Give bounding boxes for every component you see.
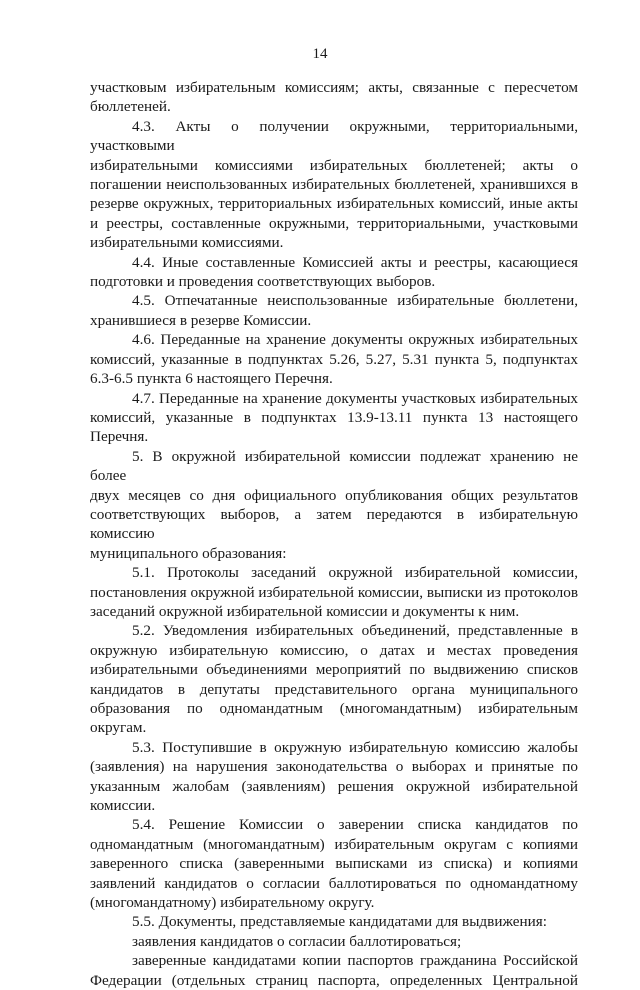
text-line: Перечня. bbox=[90, 428, 149, 446]
text-line: избирательными комиссиями. bbox=[90, 234, 284, 252]
text-line: 4.3. Акты о получении окружными, территориальными, участковыми bbox=[90, 117, 578, 155]
text-line: 4.6. Переданные на хранение документы окружных избирательных bbox=[132, 331, 578, 349]
text-line: соответствующих выборов, а затем передаются в избирательную комиссию bbox=[90, 505, 578, 543]
text-line: 5.1. Протоколы заседаний окружной избирательной комиссии, bbox=[132, 564, 578, 582]
text-line: муниципального образования: bbox=[90, 544, 287, 562]
text-line: бюллетеней. bbox=[90, 98, 171, 116]
text-line: заседаний окружной избирательной комиссии и документы к ним. bbox=[90, 602, 520, 620]
text-line: (заявления) на нарушения законодательства о выборах и принятые по bbox=[90, 758, 578, 776]
text-line: образования по одномандатным (многомандатным) избирательным bbox=[90, 700, 578, 717]
paragraph bbox=[90, 738, 578, 816]
paragraph bbox=[90, 621, 578, 737]
text-line: комиссий, указанные в подпунктах 5.26, 5.27, 5.31 пункта 5, подпунктах bbox=[90, 350, 578, 368]
text-line: и реестры, составленные окружными, территориальными, участковыми bbox=[90, 214, 578, 232]
text-line: избирательными комиссиями избирательных бюллетеней; акты о bbox=[90, 156, 578, 174]
page-number: 14 bbox=[312, 46, 328, 62]
text-line: 6.3-6.5 пункта 6 настоящего Перечня. bbox=[90, 370, 333, 388]
text-line: 5.5. Документы, представляемые кандидатами для выдвижения: bbox=[132, 913, 547, 931]
text-line: 5. В окружной избирательной комиссии подлежат хранению не более bbox=[90, 447, 578, 485]
paragraph bbox=[90, 389, 578, 447]
text-line: 4.7. Переданные на хранение документы участковых избирательных bbox=[132, 389, 578, 407]
text-line: 5.4. Решение Комиссии о заверении списка кандидатов по bbox=[132, 816, 578, 834]
paragraph bbox=[90, 447, 578, 563]
text-line: окружную избирательную комиссию, о датах и местах проведения bbox=[90, 641, 578, 659]
paragraph bbox=[90, 563, 578, 621]
text-line: избирательными объединениями мероприятий по выдвижению списков bbox=[90, 661, 578, 679]
paragraph bbox=[90, 117, 578, 253]
paragraph bbox=[90, 253, 578, 292]
document-body bbox=[90, 78, 578, 990]
text-line: двух месяцев со дня официального опубликования общих результатов bbox=[90, 486, 578, 504]
text-line: 4.4. Иные составленные Комиссией акты и реестры, касающиеся bbox=[132, 253, 578, 271]
paragraph bbox=[90, 951, 578, 990]
text-line: 5.2. Уведомления избирательных объединений, представленные в bbox=[132, 622, 578, 640]
text-line: постановления окружной избирательной комиссии, выписки из протоколов bbox=[90, 583, 578, 601]
text-line: заверенного списка (заверенными выписками из списка) и копиями bbox=[90, 855, 578, 873]
paragraph bbox=[90, 912, 578, 931]
text-line: 4.5. Отпечатанные неиспользованные избирательные бюллетени, bbox=[132, 292, 578, 310]
text-line: 5.3. Поступившие в окружную избирательную комиссию жалобы bbox=[132, 738, 578, 756]
text-line: округам. bbox=[90, 719, 147, 737]
text-line: резерве окружных, территориальных избирательных комиссий, иные акты bbox=[90, 195, 578, 213]
text-line: одномандатным (многомандатным) избирательным округам с копиями bbox=[90, 835, 578, 853]
text-line: комиссии. bbox=[90, 797, 156, 815]
paragraph bbox=[90, 78, 578, 117]
text-line: кандидатов в депутаты представительного органа муниципального bbox=[90, 680, 578, 698]
text-line: хранившиеся в резерве Комиссии. bbox=[90, 311, 312, 329]
text-line: (многомандатному) избирательному округу. bbox=[90, 894, 375, 912]
text-line: комиссий, указанные в подпунктах 13.9-13.11 пункта 13 настоящего bbox=[90, 408, 578, 426]
text-line: указанным жалобам (заявлениям) решения окружной избирательной bbox=[90, 777, 578, 795]
paragraph bbox=[90, 291, 578, 330]
text-line: участковым избирательным комиссиям; акты, связанные с пересчетом bbox=[90, 79, 578, 96]
text-line: погашении неиспользованных избирательных бюллетеней, хранившихся в bbox=[90, 176, 578, 194]
text-line: подготовки и проведения соответствующих выборов. bbox=[90, 273, 436, 291]
paragraph bbox=[90, 932, 578, 951]
paragraph bbox=[90, 815, 578, 912]
text-line: заверенные кандидатами копии паспортов гражданина Российской bbox=[132, 952, 578, 970]
text-line: заявления кандидатов о согласии баллотироваться; bbox=[132, 932, 462, 950]
text-line: Федерации (отдельных страниц паспорта, определенных Центральной bbox=[90, 971, 578, 989]
paragraph bbox=[90, 330, 578, 388]
text-line: заявлений кандидатов о согласии баллотироваться по одномандатному bbox=[90, 874, 578, 892]
